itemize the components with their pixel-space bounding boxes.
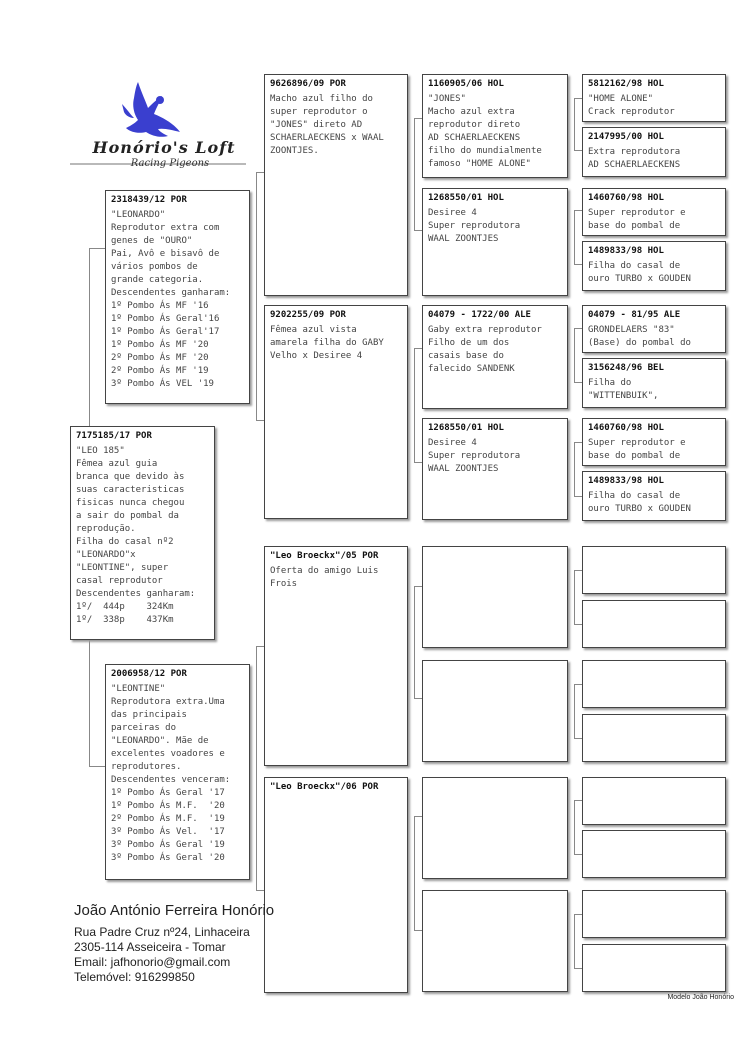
logo-subtitle: Racing Pigeons <box>130 158 210 169</box>
logo-title: Honório's Loft <box>92 138 236 157</box>
footer-credit: Modelo João Honório <box>667 994 734 1001</box>
card-description: Macho azul filho do super reprodutor o "JONES" direto AD SCHAERLAECKENS x WAAL ZOONTJES. <box>270 94 384 156</box>
ring-number: 04079 - 81/95 ALE <box>588 310 681 320</box>
owner-name: João António Ferreira Honório <box>74 902 275 919</box>
connector-line <box>574 800 582 801</box>
connector-line <box>256 172 264 173</box>
grandparent-card <box>264 546 408 766</box>
connector-line <box>89 640 90 766</box>
ring-number: 1268550/01 HOL <box>428 423 504 433</box>
connector-line <box>574 968 582 969</box>
connector-line <box>574 150 582 151</box>
ring-number: 9202255/09 POR <box>270 310 346 320</box>
connector-line <box>256 420 264 421</box>
ring-number: "Leo Broeckx"/06 POR <box>270 782 379 792</box>
connector-line <box>574 800 575 854</box>
great-grandparent-card <box>422 777 568 879</box>
connector-line <box>574 854 582 855</box>
connector-line <box>89 766 105 767</box>
dam-card <box>105 664 250 880</box>
ring-number: 7175185/17 POR <box>76 431 152 441</box>
connector-line <box>414 816 422 817</box>
connector-line <box>89 248 90 426</box>
ring-number: "Leo Broeckx"/05 POR <box>270 551 379 561</box>
connector-line <box>256 890 264 891</box>
grandparent-card <box>264 305 408 519</box>
connector-line <box>256 646 264 647</box>
connector-line <box>414 930 422 931</box>
connector-line <box>414 586 422 587</box>
connector-line <box>414 118 415 230</box>
owner-postcode: 2305-114 Asseiceira - Tomar <box>74 940 226 954</box>
connector-line <box>574 210 575 264</box>
great-great-grandparent-card <box>582 546 726 594</box>
connector-line <box>574 570 582 571</box>
connector-line <box>414 698 422 699</box>
owner-contact <box>74 902 274 985</box>
connector-line <box>574 328 582 329</box>
ring-number: 3156248/96 BEL <box>588 363 664 373</box>
connector-line <box>414 348 415 462</box>
great-great-grandparent-card <box>582 777 726 825</box>
connector-line <box>574 98 575 150</box>
grandparent-card <box>264 777 408 993</box>
connector-line <box>574 264 582 265</box>
card-description: Gaby extra reprodutor Filho de um dos casais base do falecido SANDENK <box>428 325 542 374</box>
great-great-grandparent-card <box>582 830 726 878</box>
ring-number: 1489833/98 HOL <box>588 476 664 486</box>
subject-card <box>70 426 215 640</box>
connector-line <box>89 248 105 249</box>
card-description: Oferta do amigo Luis Frois <box>270 566 379 589</box>
great-great-grandparent-card <box>582 890 726 938</box>
great-great-grandparent-card <box>582 305 726 353</box>
connector-line <box>414 586 415 698</box>
connector-line <box>574 382 582 383</box>
connector-line <box>574 684 575 738</box>
ring-number: 9626896/09 POR <box>270 79 346 89</box>
card-description: "JONES" Macho azul extra reprodutor direto AD SCHAERLAECKENS filho do mundialmente famoso "HOME ALONE" <box>428 94 542 169</box>
card-description: Super reprodutor e base do pombal de <box>588 208 686 231</box>
connector-line <box>574 914 582 915</box>
great-great-grandparent-card <box>582 714 726 762</box>
ring-number: 1160905/06 HOL <box>428 79 504 89</box>
connector-line <box>256 172 257 420</box>
connector-line <box>414 816 415 930</box>
connector-line <box>574 624 582 625</box>
ring-number: 1268550/01 HOL <box>428 193 504 203</box>
connector-line <box>574 98 582 99</box>
great-great-grandparent-card <box>582 418 726 466</box>
great-great-grandparent-card <box>582 600 726 648</box>
card-description: Super reprodutor e base do pombal de <box>588 438 686 461</box>
connector-line <box>574 738 582 739</box>
card-description: Desiree 4 Super reprodutora WAAL ZOONTJES <box>428 208 521 244</box>
ring-number: 2147995/00 HOL <box>588 132 664 142</box>
connector-line <box>414 230 422 231</box>
great-great-grandparent-card <box>582 241 726 291</box>
connector-line <box>574 496 582 497</box>
card-description: Filha do casal de ouro TURBO x GOUDEN <box>588 261 691 284</box>
great-great-grandparent-card <box>582 74 726 122</box>
ring-number: 1489833/98 HOL <box>588 246 664 256</box>
owner-phone: Telemóvel: 916299850 <box>74 970 195 984</box>
card-description: "LEO 185" Fêmea azul guia branca que devido às suas caracteristicas fisicas nunca chegou a sair do pombal da reprodução. Filha do casal nº2 "LEONARDO"x "LEONTINE", super casal reprodutor Descendentes ganharam: 1º/ 444p 324Km 1º/ 338p 437Km <box>76 446 196 625</box>
connector-line <box>574 914 575 968</box>
great-great-grandparent-card <box>582 127 726 177</box>
card-description: Filha do "WITTENBUIK", <box>588 378 659 401</box>
card-description: "LEONARDO" Reprodutor extra com genes de "OURO" Pai, Avô e bisavô de vários pombos de grande categoria. Descendentes ganharam: 1º Pombo Ás MF '16 1º Pombo Ás Geral'16 1º Pombo Ás Geral'17 1º Pombo Ás MF '20 2º Pombo Ás MF '20 2º Pombo Ás MF '19 3º Pombo Ás VEL '19 <box>111 210 231 389</box>
great-grandparent-card <box>422 890 568 992</box>
connector-line <box>574 328 575 382</box>
ring-number: 04079 - 1722/00 ALE <box>428 310 531 320</box>
card-description: Desiree 4 Super reprodutora WAAL ZOONTJES <box>428 438 521 474</box>
card-description: GRONDELAERS "83" (Base) do pombal do <box>588 325 691 348</box>
sire-card <box>105 190 250 404</box>
owner-email: Email: jafhonorio@gmail.com <box>74 955 231 969</box>
great-grandparent-card <box>422 74 568 178</box>
ring-number: 2318439/12 POR <box>111 195 187 205</box>
great-great-grandparent-card <box>582 660 726 708</box>
connector-line <box>574 684 582 685</box>
connector-line <box>574 442 575 496</box>
card-description: Extra reprodutora AD SCHAERLAECKENS <box>588 147 681 170</box>
great-grandparent-card <box>422 305 568 409</box>
grandparent-card <box>264 74 408 296</box>
great-grandparent-card <box>422 188 568 296</box>
connector-line <box>414 462 422 463</box>
card-description: Filha do casal de ouro TURBO x GOUDEN <box>588 491 691 514</box>
great-grandparent-card <box>422 546 568 648</box>
connector-line <box>574 442 582 443</box>
card-description: "HOME ALONE" Crack reprodutor <box>588 94 675 117</box>
great-great-grandparent-card <box>582 944 726 992</box>
ring-number: 1460760/98 HOL <box>588 423 664 433</box>
connector-line <box>414 118 422 119</box>
connector-line <box>574 210 582 211</box>
card-description: "LEONTINE" Reprodutora extra.Uma das principais parceiras do "LEONARDO". Mãe de excelentes voadores e reprodutores. Descendentes venceram: 1º Pombo Ás Geral '17 1º Pombo Ás M.F. '20 2º Pombo Ás M.F. '19 3º Pombo Ás Vel. '17 3º Pombo Ás Geral '19 3º Pombo Ás Geral '20 <box>111 684 231 863</box>
ring-number: 1460760/98 HOL <box>588 193 664 203</box>
connector-line <box>256 646 257 890</box>
great-grandparent-card <box>422 418 568 520</box>
great-great-grandparent-card <box>582 471 726 521</box>
great-great-grandparent-card <box>582 358 726 408</box>
connector-line <box>414 348 422 349</box>
great-great-grandparent-card <box>582 188 726 236</box>
owner-address: Rua Padre Cruz nº24, Linhaceira <box>74 925 250 939</box>
great-grandparent-card <box>422 660 568 762</box>
connector-line <box>574 570 575 624</box>
ring-number: 2006958/12 POR <box>111 669 187 679</box>
ring-number: 5812162/98 HOL <box>588 79 664 89</box>
card-description: Fêmea azul vista amarela filha do GABY Velho x Desiree 4 <box>270 325 384 361</box>
